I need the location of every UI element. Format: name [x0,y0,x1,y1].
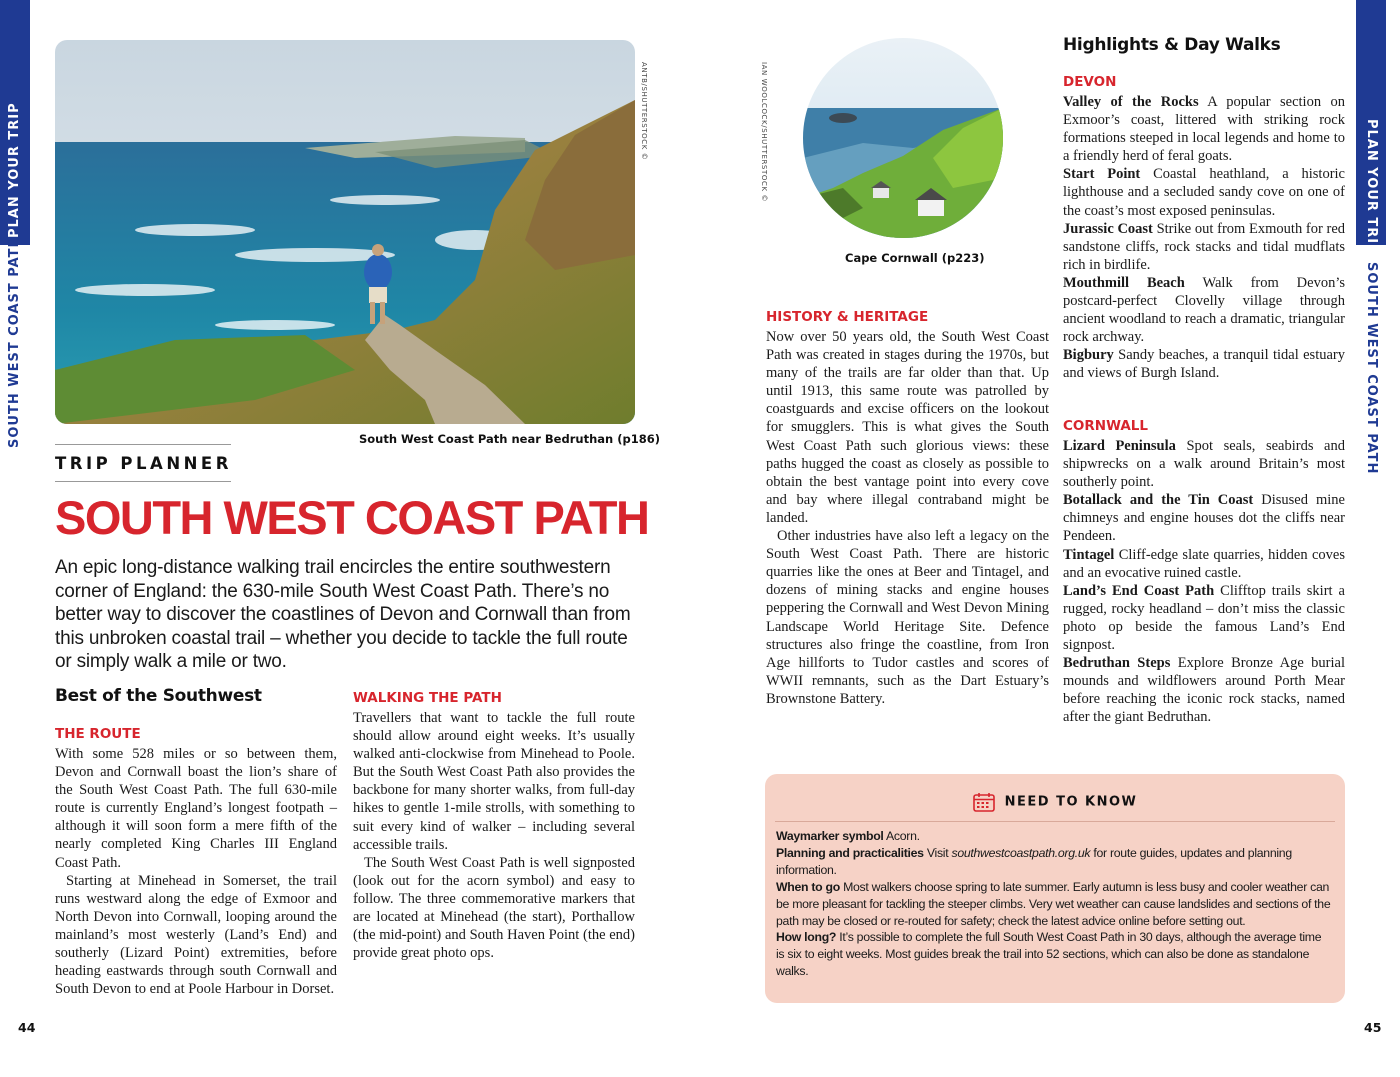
highlight-item [1063,346,1345,382]
need-to-know-body [776,828,1332,980]
history-paragraph-1: Now over 50 years old, the South West Coast Path was created in stages during the 1970s, but many of the trails are far older than that. Up until 1913, this same route was patrolled by coastguards and excise officers on the lookout for smugglers. This is what gives the South West Coast Path such glorious views: these paths hugged the coast as closely as possible to obtain the best vantage point into every cove and bay where illegal contraband might be landed. [766,329,1049,526]
planning-label: Planning and practicalities [776,845,924,860]
need-to-know-title: NEED TO KNOW [1004,794,1138,810]
highlight-item [1063,437,1345,491]
walking-paragraph-1: Travellers that want to tackle the full route should allow around eight weeks. It’s usually walked anti-clockwise from Minehead to Poole. But the South West Coast Path also provides the backbone for many shorter walks, from full-day hikes to gentle 1-mile strolls, with something to suit every kind of walker – including several accessible trails. [353,710,635,853]
highlight-item [1063,546,1345,582]
kicker-rule-top [55,444,231,445]
history-paragraph-2: Other industries have also left a legacy on the South West Coast Path. There are historic quarries like the ones at Beer and Tintagel, and dozens of mining stacks and engine houses peppering the Cornwall and West Devon Mining Landscape World Heritage Site. Defence structures also fringe the coastline, from Iron Age hillforts to Tudor castles and scores of WWII remnants, such as the Dart Estuary’s Brownstone Battery. [766,528,1049,707]
route-paragraph-2: Starting at Minehead in Somerset, the trail runs westward along the edge of Exmoor and North Devon into Cornwall, looping around the mainland’s most westerly (Land’s End) and southerly (Lizard Point) extremities, before heading eastwards through south Cornwall and South Devon to end at Poole Harbour in Dorset. [55,872,337,998]
when-label: When to go [776,879,840,894]
highlight-text: Coastal heathland, a historic lighthouse and a secluded sandy cove on one of the coast’s most exposed peninsulas. [1063,166,1345,219]
highlight-name: Bigbury [1063,347,1114,364]
highlights-heading: Highlights & Day Walks [1063,35,1281,55]
kicker-rule-bottom [55,481,231,482]
highlight-name: Lizard Peninsula [1063,438,1176,454]
highlight-name: Valley of the Rocks [1063,94,1199,110]
highlight-item [1063,654,1345,726]
left-section-tab [0,0,30,460]
highlight-text: Walk from Devon’s postcard-perfect Clovelly village through ancient woodland to reach a dramatic, triangular rock archway. [1063,274,1345,346]
devon-heading: DEVON [1063,74,1117,90]
highlight-item [1063,165,1345,219]
cape-cornwall-illustration [803,38,1003,238]
highlight-item [1063,274,1345,346]
cornwall-list [1063,437,1345,727]
route-paragraph-1: With some 528 miles or so between them, Devon and Cornwall boast the lion’s share of the South West Coast Path. The full 630-mile route is currently England’s longest footpath – although it will soon form a mere fifth of the nearly completed King Charles III England Coast Path. [55,746,337,871]
highlight-item [1063,582,1345,654]
highlight-name: Start Point [1063,166,1141,183]
walking-column [353,709,635,962]
waymarker-entry [776,828,1332,845]
trip-planner-kicker: TRIP PLANNER [55,454,232,473]
waymarker-text: Acorn. [885,829,920,843]
main-photo-credit: ANTB/SHUTTERSTOCK © [640,62,648,161]
when-text: Most walkers choose spring to late summer. Early autumn is less busy and cooler weather can be more pleasant for tackling the steeper climbs. Very wet weather can cause landslides and sections of the path may be closed or re-routed for safety; check the latest advice online before setting out. [776,879,1331,928]
need-to-know-box [765,774,1345,1003]
planning-entry [776,845,1332,879]
highlight-name: Tintagel [1063,546,1115,563]
waymarker-label: Waymarker symbol [776,829,884,843]
best-of-heading: Best of the Southwest [55,686,262,706]
highlight-text: Spot seals, seabirds and shipwrecks on a walk around Britain’s most southerly point. [1063,438,1345,491]
when-entry [776,879,1332,930]
intro-paragraph: An epic long-distance walking trail encircles the entire southwestern corner of England: the 630-mile South West Coast Path. There’s no better way to discover the coastlines of Devon and Cornwall than from this unbroken coastal trail – whether you decide to tackle the full route or simply walk a mile or two. [55,557,631,672]
highlight-text: Sandy beaches, a tranquil tidal estuary and views of Burgh Island. [1063,347,1345,382]
walking-paragraph-2: The South West Coast Path is well signposted (look out for the acorn symbol) and easy to follow. The three commemorative markers that are located at Minehead (the start), Porthallow (the mid-point) and South Haven Point (the end) provide great photo ops. [353,854,635,962]
coast-path-photo [55,40,635,424]
highlight-text: Clifftop trails skirt a rugged, rocky headland – don’t miss the classic photo op beside the famous Land’s End signpost. [1063,582,1345,654]
main-photo-caption: South West Coast Path near Bedruthan (p186) [359,432,660,446]
cornwall-heading: CORNWALL [1063,418,1149,434]
planning-post: for route guides, updates and planning information. [776,845,1292,877]
coast-path-illustration [55,40,635,424]
round-photo-caption: Cape Cornwall (p223) [845,251,985,265]
highlight-text: Strike out from Exmouth for red sandstone cliffs, rock stacks and tidal mudflats rich in birdlife. [1063,220,1346,273]
cape-cornwall-photo [803,38,1003,238]
how-long-label: How long? [776,930,837,945]
highlight-text: A popular section on Exmoor’s coast, littered with striking rock formations steeped in local legends and home to a friendly herd of feral goats. [1063,94,1345,165]
walking-heading: WALKING THE PATH [353,690,502,706]
route-column [55,745,337,998]
highlight-name: Jurassic Coast [1063,220,1153,237]
history-column [766,328,1049,708]
highlight-item [1063,93,1345,165]
highlight-name: Botallack and the Tin Coast [1063,492,1254,509]
left-section-label: SOUTH WEST COAST PATH [7,235,22,448]
highlight-name: Mouthmill Beach [1063,274,1185,291]
right-section-label: SOUTH WEST COAST PATH [1364,262,1379,475]
highlight-text: Disused mine chimneys and engine houses dot the cliffs near Pendeen. [1063,492,1345,545]
how-long-entry [776,929,1332,980]
need-to-know-divider [775,821,1335,822]
highlight-name: Land’s End Coast Path [1063,582,1215,599]
highlight-text: Cliff-edge slate quarries, hidden coves and an evocative ruined castle. [1063,546,1346,581]
calendar-icon [973,792,995,812]
left-tab-label: PLAN YOUR TRIP [7,102,22,238]
how-long-text: It’s possible to complete the full South West Coast Path in 30 days, although the average time is six to eight weeks. Most guides break the trail into 52 sections, which can also be done as standalone walks. [776,930,1322,979]
devon-list [1063,93,1345,383]
history-heading: HISTORY & HERITAGE [766,309,929,325]
need-to-know-header [765,792,1345,812]
highlight-item [1063,220,1345,274]
highlight-name: Bedruthan Steps [1063,655,1171,672]
right-section-tab [1356,0,1386,475]
planning-pre: Visit [926,845,949,860]
highlight-item [1063,491,1345,545]
page-title: SOUTH WEST COAST PATH [55,491,649,544]
page-number-left: 44 [18,1020,36,1035]
highlight-text: Explore Bronze Age burial mounds and wildflowers around Porth Mear before reaching the iconic rock stacks, named after the giant Bedruthan. [1063,655,1346,726]
website-link[interactable]: southwestcoastpath.org.uk [951,845,1091,860]
round-photo-credit: IAN WOOLCOCK/SHUTTERSTOCK © [760,62,768,203]
route-heading: THE ROUTE [55,726,141,742]
page-number-right: 45 [1364,1020,1382,1035]
right-tab-label: PLAN YOUR TRIP [1364,119,1379,255]
